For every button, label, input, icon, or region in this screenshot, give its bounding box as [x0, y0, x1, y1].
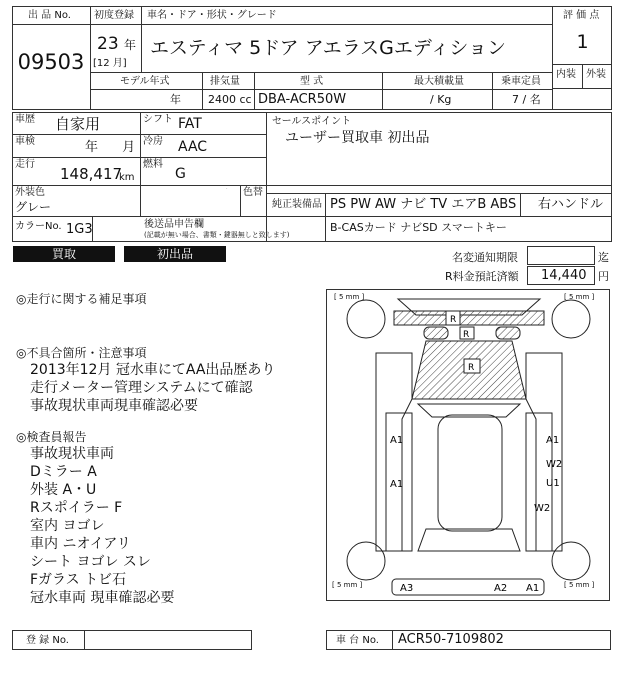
front-bumper — [394, 311, 544, 325]
mark-right-rear-door-2: U1 — [546, 478, 560, 489]
grade-value: 1 — [576, 31, 589, 53]
mileage-value: 148,417 — [60, 165, 123, 183]
tread-front-left: [ 5 mm ] — [334, 293, 365, 301]
recycle-value: 14,440 — [541, 268, 587, 283]
reg-no-label: 登 録 No. — [26, 635, 69, 646]
interior-label: 内装 — [556, 69, 576, 80]
history-label: 車歴 — [15, 114, 35, 125]
ac-value: AAC — [178, 139, 208, 155]
reward-unit: 迄 — [598, 251, 609, 264]
model-year-unit: 年 — [170, 93, 181, 106]
inspector-line: 室内 ヨゴレ — [30, 518, 105, 534]
lot-no-label: 出 品 No. — [28, 10, 71, 21]
tread-rear-left: [ 5 mm ] — [332, 581, 363, 589]
tread-rear-right: [ 5 mm ] — [564, 581, 595, 589]
displacement-value: 2400 cc — [208, 93, 252, 106]
car-name-label: 車名・ドア・形状・グレード — [147, 10, 277, 21]
reward-value-box — [527, 246, 595, 265]
mark-right-rear-door-1: W2 — [546, 459, 563, 470]
recycle-label: R料金預託済額 — [445, 270, 519, 283]
mark-right-front-door: A1 — [546, 435, 560, 446]
aftermarket-note: (記載が無い場合、書類・鍵器無しと致します) — [144, 231, 290, 239]
mark-extra: A1 — [226, 189, 228, 190]
fuel-label: 燃料 — [143, 159, 163, 170]
defects-heading: ◎不具合箇所・注意事項 — [16, 346, 147, 360]
mark-right-quarter: W2 — [534, 503, 551, 514]
lot-number: 09503 — [17, 50, 85, 74]
mark-rear-right: A1 — [526, 583, 540, 594]
mark-rear-center: A2 — [494, 583, 508, 594]
inspector-line: 外装 A・U — [30, 482, 97, 498]
model-year-label: モデル年式 — [120, 76, 170, 87]
color-no-label: カラーNo. — [15, 221, 62, 232]
sales-point-value: ユーザー買取車 初出品 — [285, 130, 430, 146]
inspection-value: 年 月 — [85, 140, 136, 155]
chassis-label: 車 台 No. — [336, 635, 379, 646]
sales-point-label: セールスポイント — [272, 116, 352, 127]
reg-month: [12 月] — [93, 58, 127, 69]
capacity-label: 乗車定員 — [501, 76, 541, 87]
ac-label: 冷房 — [143, 136, 163, 147]
shift-label: シフト — [143, 114, 173, 125]
color-change-label: 色替 — [243, 187, 263, 198]
color-no-value: 1G3 — [66, 222, 93, 237]
inspector-heading: ◎検査員報告 — [16, 430, 87, 444]
defect-line: 2013年12月 冠水車にてAA出品歴あり — [30, 362, 276, 378]
history-value: 自家用 — [55, 115, 101, 133]
capacity-value: 7 / 名 — [512, 93, 541, 106]
inspector-line: Rスポイラー F — [30, 500, 123, 516]
wheel-front-right — [552, 300, 590, 338]
max-load-value: / Kg — [430, 93, 452, 106]
rear-bumper — [392, 579, 544, 595]
shift-value: FAT — [178, 116, 202, 132]
mileage-unit: km — [119, 172, 135, 183]
aftermarket-label: 後送品申告欄 — [144, 219, 204, 230]
driving-notes-heading: ◎走行に関する補足事項 — [16, 292, 147, 306]
tread-front-right: [ 5 mm ] — [564, 293, 595, 301]
inspector-line: Fガラス トビ石 — [30, 572, 127, 588]
mark-left-rear-door: A1 — [390, 479, 404, 490]
car-name: エスティマ 5ドア アエラスGエディション — [150, 37, 507, 59]
chassis-value: ACR50-7109802 — [398, 632, 504, 647]
recycle-unit: 円 — [598, 270, 609, 283]
roof — [438, 415, 502, 531]
reg-year: 23 — [97, 34, 119, 54]
mark-left-front-door: A1 — [390, 435, 404, 446]
badge-buyout: 買取 — [13, 246, 115, 262]
equipment-line1: PS PW AW ナビ TV エアB ABS — [330, 197, 517, 212]
badge-first-listing: 初出品 — [124, 246, 226, 262]
model-type-label: 型 式 — [300, 76, 324, 87]
displacement-label: 排気量 — [210, 76, 240, 87]
equipment-label: 純正装備品 — [272, 199, 322, 210]
inspector-line: Dミラー A — [30, 464, 97, 480]
defect-line: 走行メーター管理システムにて確認 — [30, 380, 253, 396]
reg-year-unit: 年 — [124, 38, 137, 52]
mark-hood: R — [468, 363, 475, 373]
mark-rear-left: A3 — [400, 583, 414, 594]
inspector-line: シート ヨゴレ スレ — [30, 554, 151, 570]
mark-front-bumper: R — [450, 315, 457, 325]
wheel-rear-right — [552, 542, 590, 580]
exterior-color-label: 外装色 — [15, 187, 45, 198]
handle-value: 右ハンドル — [538, 197, 604, 212]
exterior-label: 外装 — [586, 69, 606, 80]
inspector-line: 事故現状車両 — [30, 446, 114, 462]
mileage-label: 走行 — [15, 159, 35, 170]
reward-label: 名変通知期限 — [452, 251, 518, 264]
grade-label: 評 価 点 — [563, 10, 600, 21]
wheel-front-left — [347, 300, 385, 338]
inspector-line: 冠水車両 現車確認必要 — [30, 590, 175, 606]
mark-front-grille: R — [463, 330, 470, 340]
defect-line: 事故現状車両現車確認必要 — [30, 398, 198, 414]
wheel-rear-left — [347, 542, 385, 580]
inspector-line: 車内 ニオイアリ — [30, 536, 131, 552]
inspection-label: 車検 — [15, 136, 35, 147]
fuel-value: G — [175, 166, 186, 182]
first-reg-label: 初度登録 — [94, 10, 134, 21]
model-type-value: DBA-ACR50W — [258, 92, 347, 107]
exterior-color-value: グレー — [15, 200, 52, 214]
equipment-line2: B-CASカード ナビSD スマートキー — [330, 221, 507, 234]
max-load-label: 最大積載量 — [414, 76, 464, 87]
